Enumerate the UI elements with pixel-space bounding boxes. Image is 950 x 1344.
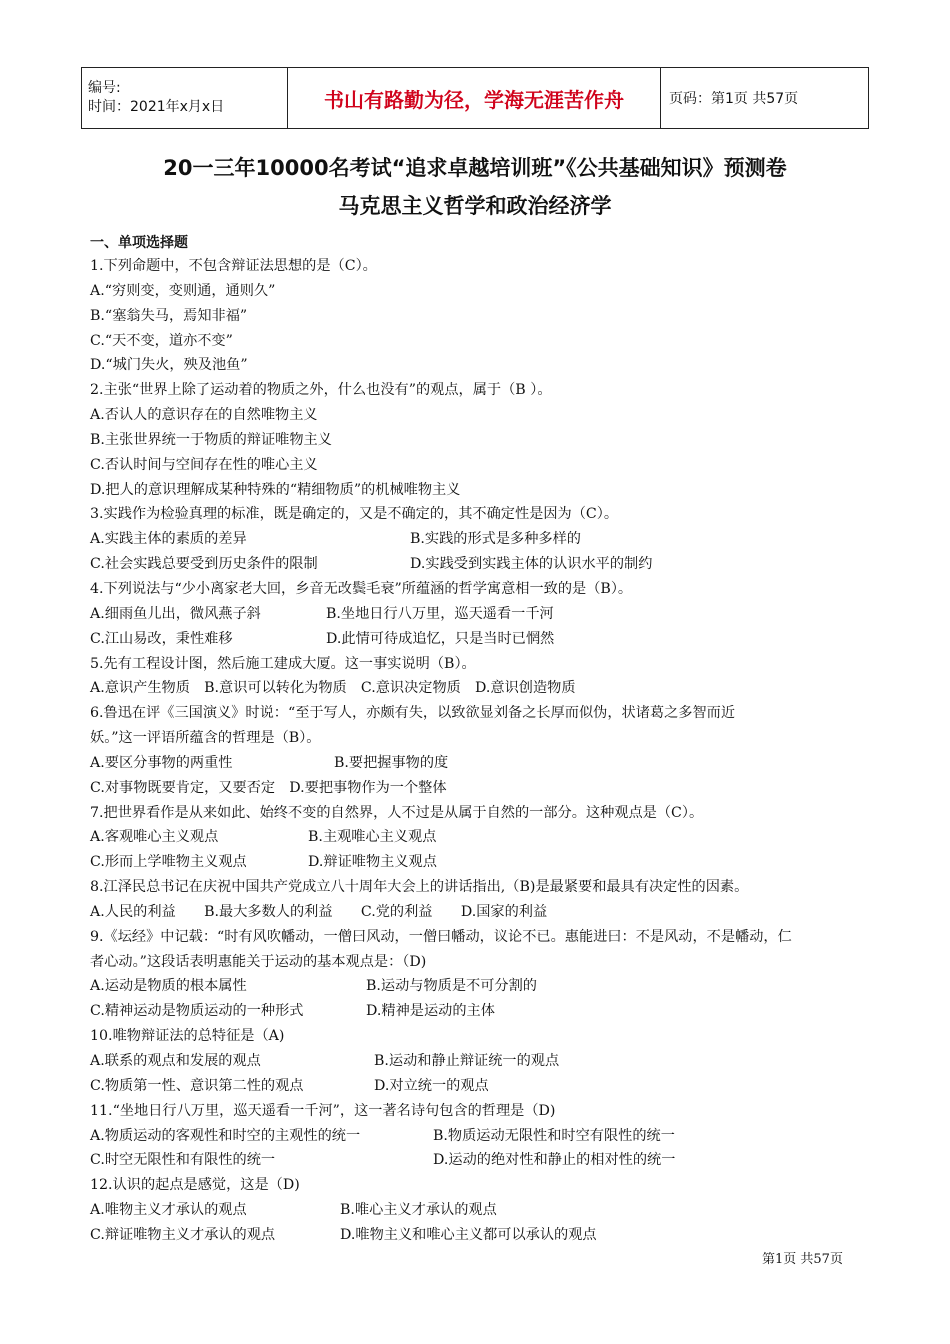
text-line xyxy=(90,751,870,776)
text-line xyxy=(90,652,870,677)
motto: 书山有路勤为径，学海无涯苦作舟 xyxy=(288,68,661,129)
text-line xyxy=(90,925,870,950)
text-line xyxy=(90,279,870,304)
text-line xyxy=(90,999,870,1024)
question-list xyxy=(90,254,870,1248)
line-text: 10.唯物辩证法的总特征是（A) xyxy=(90,1028,285,1045)
line-text: D.“城门失火，殃及池鱼” xyxy=(90,357,248,374)
line-text: C.物质第一性、意识第二性的观点 xyxy=(90,1077,304,1094)
text-line xyxy=(90,453,870,478)
text-line xyxy=(90,1173,870,1198)
line-text: 9.《坛经》中记载：“时有风吹幡动，一僧曰风动，一僧曰幡动，议论不已。惠能进曰：不是风动，不是幡动，仁 xyxy=(90,928,792,945)
line-text: 12.认识的起点是感觉，这是（D) xyxy=(90,1177,300,1194)
line-text: A.客观唯心主义观点 xyxy=(90,829,219,846)
text-line xyxy=(90,825,870,850)
line-text: A.实践主体的素质的差异 xyxy=(90,531,247,548)
text-line xyxy=(90,329,870,354)
text-line xyxy=(90,875,870,900)
line-text: 1.下列命题中，不包含辩证法思想的是（C）。 xyxy=(90,258,377,274)
line-text: A.运动是物质的根本属性 xyxy=(90,978,247,995)
text-line xyxy=(90,478,870,503)
line-text: A.要区分事物的两重性 xyxy=(90,754,233,771)
line-text: 7.把世界看作是从来如此、始终不变的自然界，人不过是从属于自然的一部分。这种观点是（C）。 xyxy=(90,804,704,821)
text-line xyxy=(90,776,870,801)
text-line xyxy=(90,403,870,428)
text-line xyxy=(90,676,870,701)
line-option-right: D.对立统一的观点 xyxy=(374,1077,489,1094)
line-text: 者心动。”这段话表明惠能关于运动的基本观点是：（D) xyxy=(90,953,427,970)
text-line xyxy=(90,974,870,999)
line-text: C.“天不变，道亦不变” xyxy=(90,332,233,349)
line-option-right: B.坐地日行八万里，巡天遥看一千河 xyxy=(326,605,554,622)
line-text: C.形而上学唯物主义观点 xyxy=(90,854,247,871)
text-line xyxy=(90,304,870,329)
line-text: A.物质运动的客观性和时空的主观性的统一 xyxy=(90,1127,361,1144)
text-line xyxy=(90,1124,870,1149)
text-line xyxy=(90,1074,870,1099)
text-line xyxy=(90,1148,870,1173)
line-text: 11.“坐地日行八万里，巡天遥看一千河”，这一著名诗句包含的哲理是（D) xyxy=(90,1102,556,1119)
text-line xyxy=(90,1223,870,1248)
line-text: C.社会实践总要受到历史条件的限制 xyxy=(90,556,318,573)
text-line xyxy=(90,378,870,403)
time-label: 时间：2021年x月x日 xyxy=(88,99,225,115)
line-text: 3.实践作为检验真理的标准，既是确定的，又是不确定的，其不确定性是因为（C）。 xyxy=(90,506,619,523)
line-text: 5.先有工程设计图，然后施工建成大厦。这一事实说明（B）。 xyxy=(90,655,476,672)
line-option-right: B.运动和静止辩证统一的观点 xyxy=(374,1053,560,1069)
text-line xyxy=(90,1024,870,1049)
text-line xyxy=(90,701,870,726)
page-label: 页码：第1页 共57页 xyxy=(661,68,869,129)
page-footer: 第1页 共57页 xyxy=(762,1252,843,1267)
document-title: 20一三年10000名考试“追求卓越培训班”《公共基础知识》预测卷 xyxy=(163,156,787,180)
line-text: C.江山易改，秉性难移 xyxy=(90,630,233,647)
line-text: 6.鲁迅在评《三国演义》时说：“至于写人，亦颇有失，以致欲显刘备之长厚而似伪，状诸葛之多智而近 xyxy=(90,705,736,722)
line-text: A.唯物主义才承认的观点 xyxy=(90,1202,247,1219)
text-line xyxy=(90,353,870,378)
text-line xyxy=(90,900,870,925)
line-option-right: B.实践的形式是多种多样的 xyxy=(410,531,581,548)
line-text: A.人民的利益 B.最大多数人的利益 C.党的利益 D.国家的利益 xyxy=(90,903,548,920)
line-option-right: D.辩证唯物主义观点 xyxy=(308,854,437,871)
line-text: 4.下列说法与“少小离家老大回，乡音无改鬓毛衰”所蕴涵的哲学寓意相一致的是（B）。 xyxy=(90,580,633,597)
line-text: C.时空无限性和有限性的统一 xyxy=(90,1152,276,1169)
text-line xyxy=(90,527,870,552)
text-line xyxy=(90,502,870,527)
line-text: A.联系的观点和发展的观点 xyxy=(90,1053,261,1069)
line-option-right: B.物质运动无限性和时空有限性的统一 xyxy=(433,1127,675,1144)
line-text: 妖。”这一评语所蕴含的哲理是（B）。 xyxy=(90,730,321,747)
line-text: D.把人的意识理解成某种特殊的“精细物质”的机械唯物主义 xyxy=(90,481,461,498)
text-line xyxy=(90,726,870,751)
header-table xyxy=(81,67,869,129)
text-line xyxy=(90,254,870,279)
line-text: C.否认时间与空间存在性的唯心主义 xyxy=(90,456,318,473)
text-line xyxy=(90,950,870,975)
text-line xyxy=(90,1049,870,1074)
line-text: A.细雨鱼儿出，微风燕子斜 xyxy=(90,605,261,622)
line-option-right: D.此情可待成追忆，只是当时已惘然 xyxy=(326,630,555,647)
text-line xyxy=(90,552,870,577)
line-text: A.“穷则变，变则通，通则久” xyxy=(90,282,276,299)
line-option-right: D.精神是运动的主体 xyxy=(366,1003,495,1020)
line-option-right: B.要把握事物的度 xyxy=(334,754,449,771)
line-option-right: D.实践受到实践主体的认识水平的制约 xyxy=(410,556,653,573)
text-line xyxy=(90,602,870,627)
line-text: A.否认人的意识存在的自然唯物主义 xyxy=(90,407,318,424)
text-line xyxy=(90,1198,870,1223)
line-text: C.对事物既要肯定，又要否定 D.要把事物作为一个整体 xyxy=(90,779,447,796)
text-line xyxy=(90,850,870,875)
number-label: 编号: xyxy=(88,80,121,96)
line-text: C.精神运动是物质运动的一种形式 xyxy=(90,1003,304,1020)
line-text: A.意识产生物质 B.意识可以转化为物质 C.意识决定物质 D.意识创造物质 xyxy=(90,680,576,697)
document-subtitle: 马克思主义哲学和政治经济学 xyxy=(338,194,612,218)
line-option-right: D.运动的绝对性和静止的相对性的统一 xyxy=(433,1152,676,1169)
section-heading: 一、单项选择题 xyxy=(90,235,188,251)
line-option-right: B.主观唯心主义观点 xyxy=(308,829,437,846)
line-text: C.辩证唯物主义才承认的观点 xyxy=(90,1226,276,1243)
text-line xyxy=(90,428,870,453)
line-text: B.“塞翁失马，焉知非福” xyxy=(90,307,248,324)
line-text: 2.主张“世界上除了运动着的物质之外，什么也没有”的观点，属于（B ）。 xyxy=(90,382,552,399)
text-line xyxy=(90,1099,870,1124)
text-line xyxy=(90,577,870,602)
line-text: B.主张世界统一于物质的辩证唯物主义 xyxy=(90,431,332,448)
header-meta xyxy=(82,68,288,129)
text-line xyxy=(90,801,870,826)
line-option-right: B.唯心主义才承认的观点 xyxy=(340,1202,497,1219)
line-option-right: B.运动与物质是不可分割的 xyxy=(366,978,537,995)
text-line xyxy=(90,627,870,652)
line-option-right: D.唯物主义和唯心主义都可以承认的观点 xyxy=(340,1226,597,1243)
line-text: 8.江泽民总书记在庆祝中国共产党成立八十周年大会上的讲话指出,（B)是最紧要和最具有决定性的因素。 xyxy=(90,879,749,896)
